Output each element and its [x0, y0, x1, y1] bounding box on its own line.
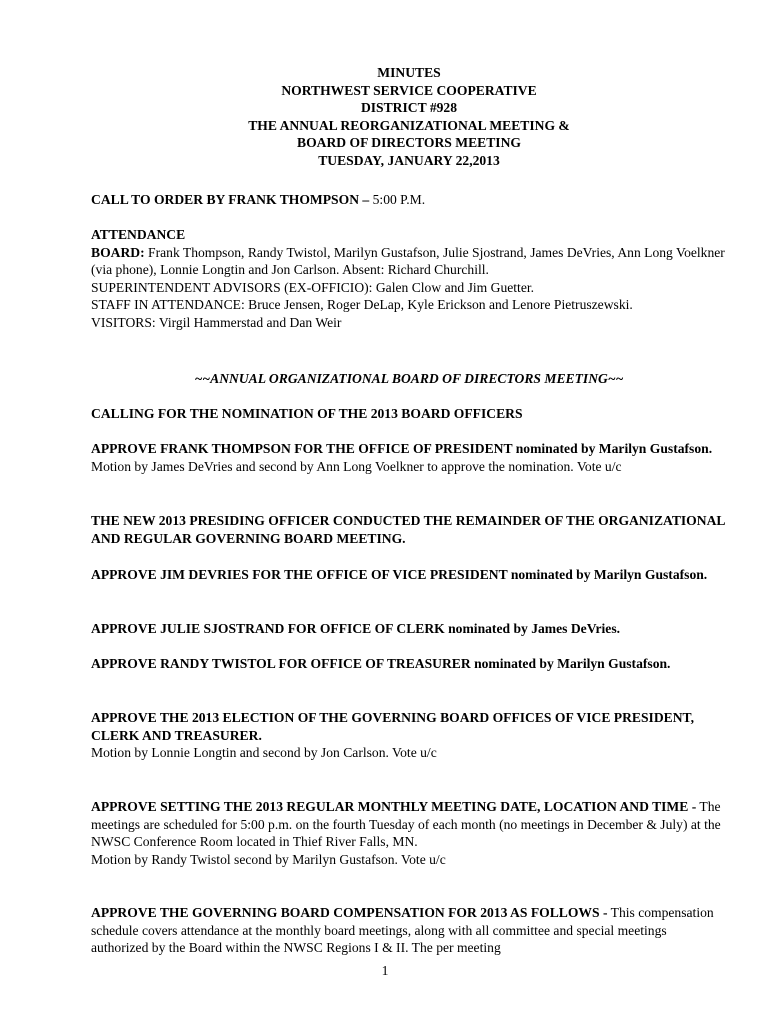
title-meeting-type: THE ANNUAL REORGANIZATIONAL MEETING & [248, 117, 570, 133]
call-to-order-time: 5:00 P.M. [369, 192, 426, 207]
item-clerk: APPROVE JULIE SJOSTRAND FOR OFFICE OF CLERK nominated by James DeVries. [91, 621, 621, 636]
item-compensation [91, 904, 727, 957]
election-motion: Motion by Lonnie Longtin and second by Jon Carlson. Vote u/c [91, 745, 437, 760]
election-heading: APPROVE THE 2013 ELECTION OF THE GOVERNING BOARD OFFICES OF VICE PRESIDENT, CLERK AND TREASURER. [91, 710, 694, 743]
title-date: TUESDAY, JANUARY 22,2013 [318, 152, 500, 168]
meeting-schedule-heading: APPROVE SETTING THE 2013 REGULAR MONTHLY MEETING DATE, LOCATION AND TIME - [91, 799, 697, 814]
meeting-schedule-details: The meetings are scheduled for 5:00 p.m. on the fourth Tuesday of each month (no meetings in December & July) at the NWSC Conference Room located in Thief River Falls, MN. [91, 799, 721, 849]
page-number: 1 [381, 963, 389, 978]
meeting-schedule-text [91, 798, 727, 851]
board-label: BOARD: [91, 244, 145, 260]
call-to-order [91, 191, 727, 209]
attendance-visitors: VISITORS: Virgil Hammerstad and Dan Weir [91, 314, 342, 330]
annual-meeting-heading: ~~ANNUAL ORGANIZATIONAL BOARD OF DIRECTORS MEETING~~ [194, 371, 624, 386]
compensation-text: This compensation schedule covers attendance at the monthly board meetings, along with all committee and special meetings authorized by the Board within the NWSC Regions I & II. The per meeting [91, 905, 714, 955]
president-motion: Motion by James DeVries and second by Ann Long Voelkner to approve the nomination. Vote u/c [91, 458, 622, 474]
compensation-heading: APPROVE THE GOVERNING BOARD COMPENSATION FOR 2013 AS FOLLOWS - [91, 905, 608, 920]
title-minutes: MINUTES [377, 65, 441, 80]
meeting-schedule-motion: Motion by Randy Twistol second by Marilyn Gustafson. Vote u/c [91, 851, 446, 867]
document-page [91, 64, 727, 955]
attendance-superintendent: SUPERINTENDENT ADVISORS (EX-OFFICIO): Galen Clow and Jim Guetter. [91, 279, 535, 295]
call-to-order-label: CALL TO ORDER BY FRANK THOMPSON – [91, 192, 370, 207]
item-election [91, 709, 727, 762]
attendance-heading: ATTENDANCE [91, 227, 186, 242]
attendance-board [91, 244, 727, 279]
item-calling-nomination: CALLING FOR THE NOMINATION OF THE 2013 BOARD OFFICERS [91, 406, 523, 421]
item-vice-president: APPROVE JIM DEVRIES FOR THE OFFICE OF VICE PRESIDENT nominated by Marilyn Gustafson. [91, 567, 708, 582]
title-district: DISTRICT #928 [360, 100, 458, 115]
item-treasurer: APPROVE RANDY TWISTOL FOR OFFICE OF TREASURER nominated by Marilyn Gustafson. [91, 656, 671, 671]
board-members: Frank Thompson, Randy Twistol, Marilyn Gustafson, Julie Sjostrand, James DeVries, Ann Long Voelkner (via phone), Lonnie Longtin and Jon Carlson. Absent: Richard Churchill. [91, 244, 725, 277]
item-president [91, 440, 727, 475]
title-organization: NORTHWEST SERVICE COOPERATIVE [281, 82, 537, 98]
item-meeting-schedule [91, 798, 727, 868]
president-heading: APPROVE FRANK THOMPSON FOR THE OFFICE OF PRESIDENT nominated by Marilyn Gustafson. [91, 441, 713, 456]
item-presiding-officer: THE NEW 2013 PRESIDING OFFICER CONDUCTED THE REMAINDER OF THE ORGANIZATIONAL AND REGULAR GOVERNING BOARD MEETING. [91, 513, 725, 546]
title-board-meeting: BOARD OF DIRECTORS MEETING [297, 135, 521, 150]
document-title [91, 64, 727, 169]
attendance-section [91, 226, 727, 331]
attendance-staff: STAFF IN ATTENDANCE: Bruce Jensen, Roger DeLap, Kyle Erickson and Lenore Pietruszewski. [91, 297, 633, 312]
